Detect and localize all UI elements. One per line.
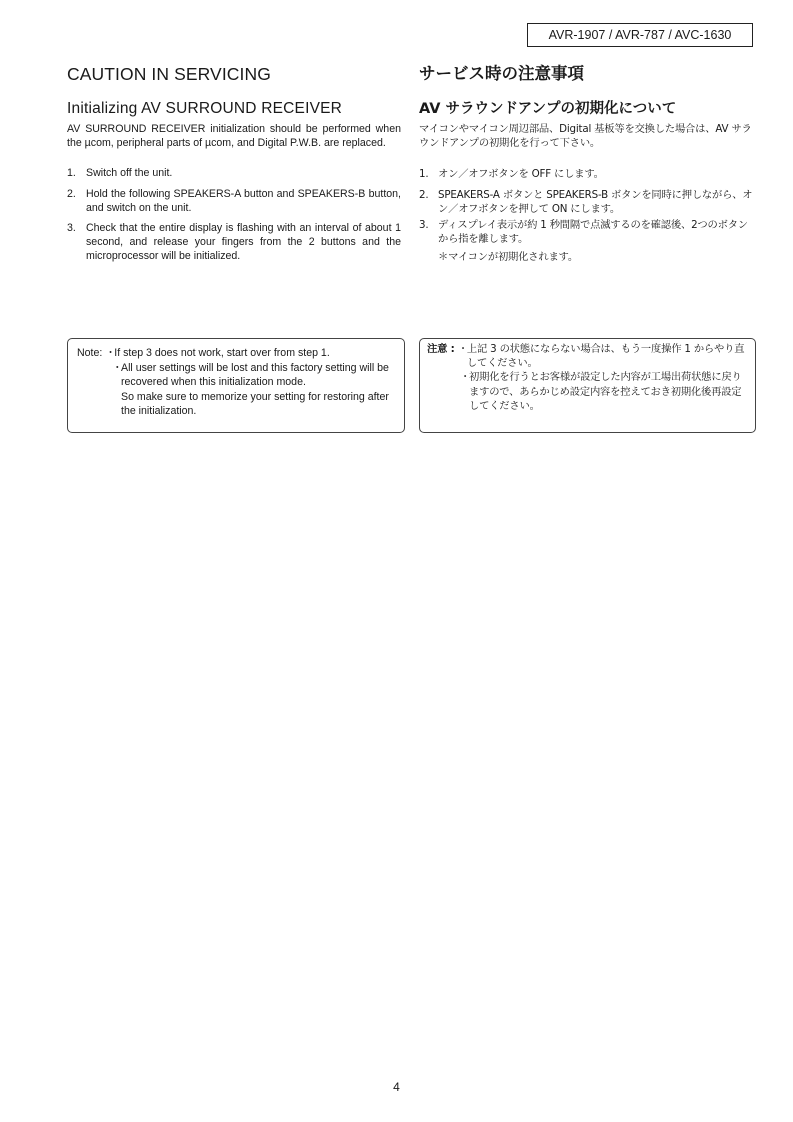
intro-paragraph-jp: マイコンやマイコン周辺部品、Digital 基板等を交換した場合は、AV サラウンドアンプの初期化を行って下さい。 (419, 123, 752, 150)
steps-list-jp (419, 167, 755, 246)
step-text-jp: SPEAKERS-A ボタンと SPEAKERS-B ボタンを同時に押しながら、オン／オフボタンを押して ON にします。 (438, 188, 753, 215)
footnote-jp: ＊マイコンが初期化されます。 (438, 251, 578, 264)
english-column (67, 62, 401, 270)
step-number: 2. (67, 187, 76, 200)
step-number-jp: 3. (419, 219, 429, 232)
note-box (67, 338, 405, 433)
step-item (67, 221, 401, 264)
step-item (67, 166, 401, 180)
intro-paragraph: AV SURROUND RECEIVER initialization should be performed when the µcom, peripheral parts of µcom, and Digital P.W.B. are replaced. (67, 123, 401, 150)
japanese-column (419, 62, 755, 265)
note-item-jp: 上記 3 の状態にならない場合は、もう一度操作 1 からやり直してください。 (466, 343, 745, 370)
note-label-jp: 注意 : (427, 343, 458, 355)
model-header: AVR-1907 / AVR-787 / AVC-1630 (527, 23, 753, 47)
step-number: 3. (67, 222, 76, 235)
page-number: 4 (393, 1080, 400, 1094)
section-title: CAUTION IN SERVICING (67, 64, 271, 84)
section-subtitle-jp: AV サラウンドアンプの初期化について (419, 101, 677, 117)
note-label: Note: (77, 347, 106, 359)
note-item: If step 3 does not work, start over from step 1. (114, 347, 330, 359)
step-text-jp: ディスプレイ表示が約 1 秒間隔で点滅するのを確認後、2つのボタンから指を離します。 (438, 219, 748, 246)
note-item-jp: 初期化を行うとお客様が設定した内容が工場出荷状態に戻りますので、あらかじめ設定内容を控えておき初期化後再設定してください。 (469, 371, 742, 412)
section-title-jp: サービス時の注意事項 (419, 64, 584, 83)
step-number: 1. (67, 167, 76, 180)
steps-list (67, 166, 401, 263)
step-text: Switch off the unit. (86, 167, 173, 180)
step-text-jp: オン／オフボタンを OFF にします。 (438, 168, 604, 181)
step-number-jp: 1. (419, 168, 429, 181)
step-text: Hold the following SPEAKERS-A button and SPEAKERS-B button, and switch on the unit. (86, 187, 401, 214)
bullet-icon: ・ (457, 343, 468, 355)
note-item: So make sure to memorize your setting for restoring after the initialization. (121, 390, 389, 418)
step-item-jp (419, 188, 755, 216)
step-text: Check that the entire display is flashing with an interval of about 1 second, and release your fingers from the 2 buttons and the microprocessor will be initialized. (86, 222, 401, 263)
step-item (67, 187, 401, 215)
step-item-jp (419, 218, 755, 246)
bullet-icon: ・ (112, 361, 123, 374)
note-box-jp (419, 338, 756, 433)
bullet-icon: ・ (105, 347, 116, 359)
note-item: All user settings will be lost and this factory setting will be recovered when this initialization mode. (121, 361, 389, 389)
step-item-jp (419, 167, 755, 181)
step-number-jp: 2. (419, 188, 429, 201)
section-subtitle: Initializing AV SURROUND RECEIVER (67, 100, 343, 117)
bullet-icon: ・ (460, 371, 471, 384)
